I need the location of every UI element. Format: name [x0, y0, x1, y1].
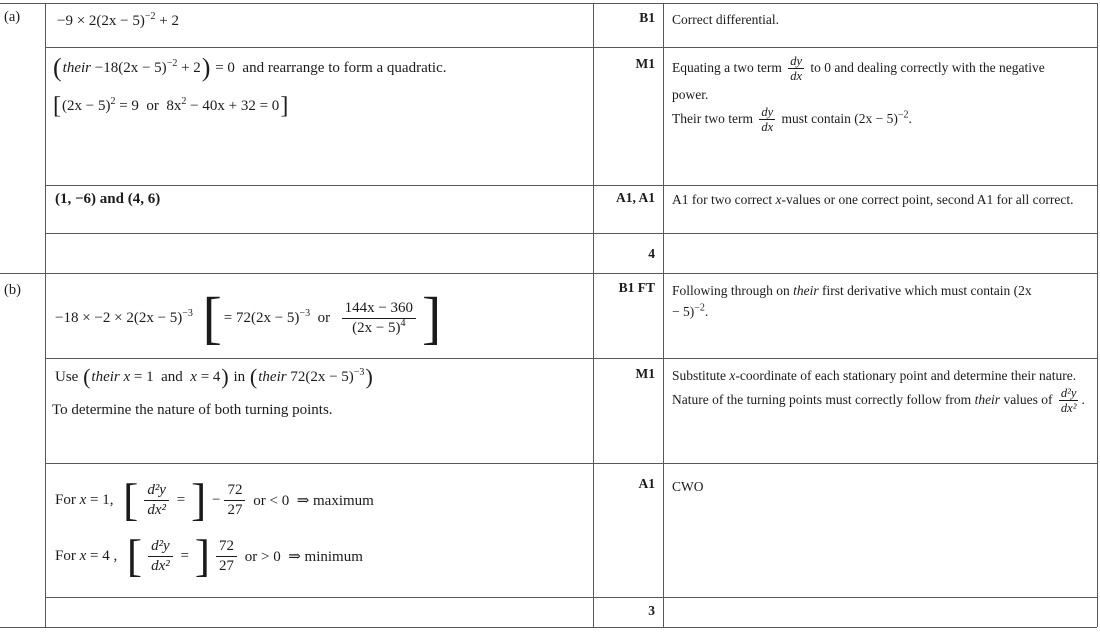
math-segment: + 2: [177, 59, 201, 76]
denominator: dx: [790, 69, 803, 84]
denominator: 27: [227, 501, 243, 518]
numerator: 72: [216, 537, 237, 557]
comment-equating: [672, 54, 1074, 135]
math-segment: [62, 57, 201, 77]
open-bracket: [: [202, 284, 222, 350]
math-segment: (2x − 5): [62, 97, 111, 114]
text-segment: -coordinate of each stationary point and determine their nature. Nature of the turning points must correctly follow from: [672, 368, 1077, 407]
math-segment: (1, −6): [55, 191, 100, 207]
exponent: 4: [400, 317, 406, 329]
numerator: d²y: [144, 481, 169, 501]
their-italic: their: [62, 59, 92, 76]
text-segment: .: [1081, 391, 1085, 407]
math-segment: [55, 307, 200, 327]
open-paren: (: [249, 364, 258, 389]
and-word: and: [99, 191, 124, 207]
close-bracket: ]: [422, 284, 442, 350]
close-bracket: ]: [190, 474, 207, 526]
grid-line-h4: [45, 233, 1097, 234]
grid-line-top: [0, 3, 1097, 4]
numerator: d²y: [148, 537, 173, 557]
text-segment: in: [229, 368, 249, 385]
text-segment: [55, 548, 125, 565]
denominator: 27: [219, 557, 235, 574]
math-segment: [91, 369, 220, 386]
comment-follow-through: [672, 280, 1042, 322]
text-segment: Equating a two term: [672, 59, 786, 75]
math-segment: 72(2x − 5): [286, 368, 354, 385]
numerator: 144x − 360: [342, 299, 416, 319]
part-a-label: (a): [4, 9, 21, 25]
math-segment: [223, 307, 338, 327]
d2y-dx2-fraction: [144, 481, 169, 520]
exponent: 2: [110, 95, 116, 107]
exponent: −2: [694, 302, 705, 314]
open-paren: (: [83, 364, 91, 389]
work-b-x4-minimum: [55, 530, 363, 582]
x-italic: x: [190, 368, 197, 385]
work-b-use-x: [55, 366, 374, 388]
text-segment: must contain (2x − 5): [778, 110, 898, 126]
part-b-label: (b): [4, 282, 21, 298]
math-segment: = 4 ,: [86, 547, 125, 564]
denominator: dx²: [147, 501, 166, 518]
work-a-equation: [52, 55, 447, 81]
text-segment: or < 0 ⇒ maximum: [249, 492, 374, 509]
their-x-italic: their x: [91, 368, 131, 385]
mark-m1: M1: [635, 56, 655, 71]
grid-line-h8: [45, 597, 1097, 598]
work-a-points: [55, 191, 160, 208]
math-segment: = 4: [196, 368, 221, 385]
math-segment: −18 × −2 × 2(2x − 5): [55, 309, 183, 326]
grid-line-h2: [45, 47, 1097, 48]
exponent: −2: [897, 109, 909, 121]
dy-dx-fraction: [788, 54, 804, 84]
close-paren: ): [201, 53, 211, 82]
d2y-dx2-fraction: [148, 537, 173, 576]
text-segment: -values or one correct point, second A1 for all correct.: [781, 192, 1074, 207]
grid-line-h7: [45, 463, 1097, 464]
mark-a1-a1: A1, A1: [615, 190, 655, 205]
math-segment: = 72(2x − 5): [223, 309, 300, 326]
close-paren: ): [365, 364, 373, 389]
numerator: d²y: [1060, 386, 1077, 400]
mark-m1-b: M1: [635, 366, 655, 381]
text-segment: to 0 and dealing correctly with the negative power.: [672, 59, 1045, 102]
math-segment: −18(2x − 5): [91, 59, 167, 76]
denominator: dx²: [1060, 401, 1077, 416]
text-segment: values of: [1000, 391, 1056, 407]
math-segment: =: [176, 547, 193, 564]
grid-line-part-col: [45, 3, 46, 627]
close-paren: ): [221, 364, 229, 389]
numerator: 72: [224, 481, 245, 501]
grid-line-bottom: [0, 627, 1097, 628]
x-italic: x: [79, 491, 87, 508]
denominator: dx²: [151, 557, 170, 574]
mark-a1-cwo: A1: [638, 476, 655, 491]
text-segment: For: [55, 547, 80, 564]
comment-cwo: CWO: [672, 479, 704, 494]
exponent: −2: [144, 11, 156, 22]
denominator: dx: [761, 120, 774, 135]
x-italic: x: [79, 547, 87, 564]
open-paren: (: [53, 53, 62, 82]
work-a-quadratic: [52, 94, 289, 118]
exponent: −3: [299, 307, 311, 319]
grid-line-section: [0, 273, 1097, 274]
comment-correct-differential: Correct differential.: [672, 12, 779, 27]
text-segment: Their two term: [672, 110, 757, 126]
exponent: −2: [166, 57, 178, 69]
comment-substitute: [672, 365, 1098, 416]
math-segment: [258, 366, 365, 386]
text-segment: = 0 and rearrange to form a quadratic.: [211, 59, 447, 76]
numerator: dy: [790, 54, 803, 68]
numerator: dy: [761, 104, 774, 119]
minus-sign: −: [208, 491, 221, 508]
math-segment: (2x − 5): [352, 319, 401, 336]
their-italic: their: [258, 368, 287, 385]
total-b-marks: 3: [648, 603, 655, 618]
x-italic: x: [775, 192, 782, 207]
d2y-dx2-fraction: [1059, 386, 1079, 416]
grid-line-h3: [45, 185, 1097, 186]
grid-line-marks-col-left: [593, 3, 594, 627]
math-segment: = 9 or 8x: [115, 97, 182, 114]
work-b-x1-maximum: [55, 474, 374, 526]
close-bracket: ]: [280, 93, 289, 119]
math-segment: = 1,: [86, 491, 121, 508]
work-b-second-derivative: [55, 286, 443, 350]
open-bracket: [: [126, 530, 143, 582]
text-segment: .: [704, 304, 709, 319]
text-segment: Following through on: [672, 283, 794, 298]
text-segment: Substitute: [672, 368, 730, 383]
text-segment: [55, 492, 121, 509]
denominator: [349, 319, 408, 338]
grid-line-marks-col-right: [663, 3, 664, 627]
comment-paragraph: [672, 105, 1074, 135]
quotient-fraction: [342, 299, 416, 338]
text-segment: .: [908, 110, 912, 126]
work-a-derivative: [57, 13, 179, 30]
mark-b1: B1: [639, 10, 655, 25]
math-segment: − 40x + 32 = 0: [186, 97, 280, 114]
work-b-determine-nature: To determine the nature of both turning points.: [52, 402, 333, 418]
value-fraction: [216, 537, 237, 576]
value-fraction: [224, 481, 245, 520]
open-bracket: [: [122, 474, 139, 526]
comment-paragraph: [672, 54, 1074, 105]
text-segment: A1 for two correct: [672, 192, 776, 207]
text-segment: or > 0 ⇒ minimum: [241, 548, 363, 565]
math-segment: (4, 6): [123, 191, 161, 207]
x-italic: x: [729, 368, 736, 383]
their-italic: their: [974, 391, 1001, 407]
grid-line-right: [1097, 3, 1098, 627]
dy-dx-fraction: [759, 105, 775, 135]
mark-b1-ft: B1 FT: [618, 280, 655, 295]
exponent: −3: [182, 307, 193, 319]
text-segment: or: [310, 309, 338, 326]
grid-line-h6: [45, 358, 1097, 359]
exponent: 2: [181, 95, 187, 107]
math-segment: = 1 and: [130, 368, 191, 385]
their-italic: their: [793, 283, 819, 298]
comment-x-values: [672, 189, 1080, 210]
total-a-marks: 4: [648, 246, 655, 261]
math-segment: −9 × 2(2x − 5): [57, 13, 145, 29]
math-segment: [62, 95, 280, 115]
text-segment: first derivative which must contain (2x − 5): [672, 283, 1032, 319]
math-segment: =: [172, 491, 189, 508]
open-bracket: [: [53, 93, 61, 119]
math-segment: + 2: [155, 13, 179, 29]
exponent: −3: [353, 366, 365, 378]
text-segment: For: [55, 491, 80, 508]
close-bracket: ]: [194, 530, 211, 582]
text-segment: Use: [55, 368, 83, 385]
